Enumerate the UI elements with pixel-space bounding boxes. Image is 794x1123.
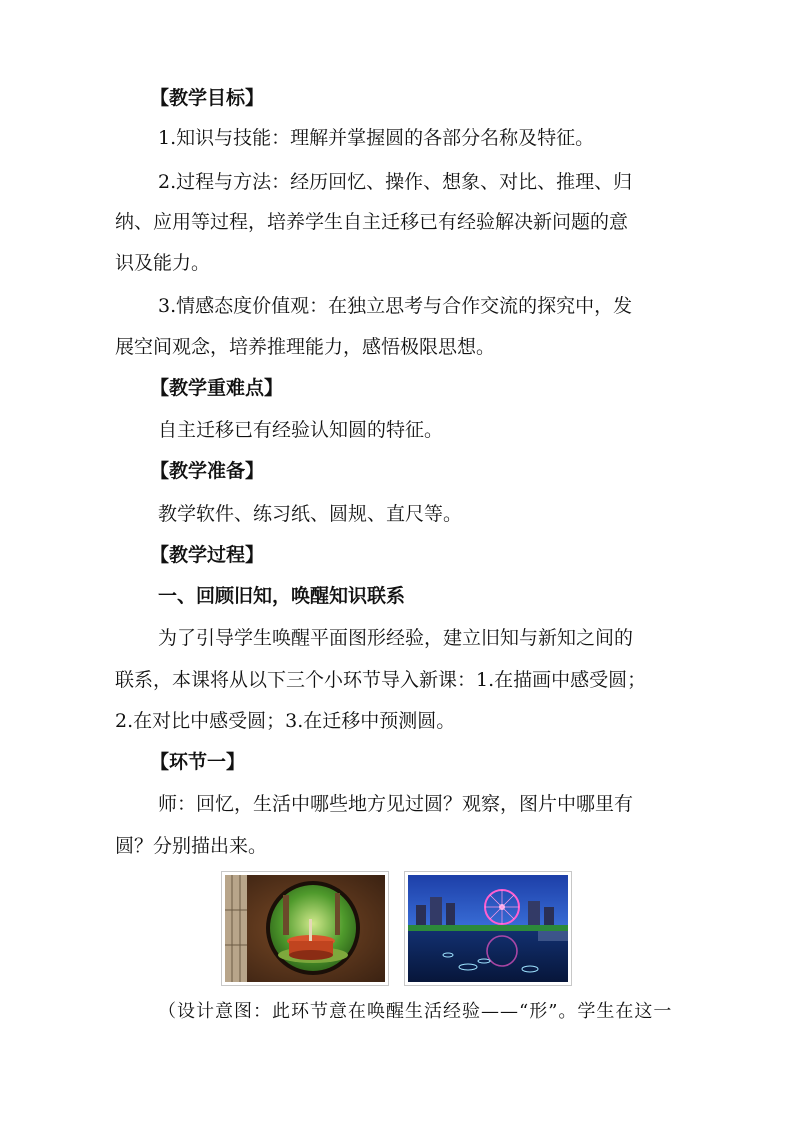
- step1-heading: 【环节一】: [150, 751, 246, 773]
- step1-line-1: 师：回忆，生活中哪些地方见过圆？观察，图片中哪里有: [158, 793, 634, 815]
- round-window-photo: [221, 871, 389, 986]
- keypoints-text: 自主迁移已有经验认知圆的特征。: [158, 419, 444, 441]
- prep-text: 教学软件、练习纸、圆规、直尺等。: [158, 503, 463, 525]
- design-note: （设计意图：此环节意在唤醒生活经验——“形”。学生在这一: [158, 1001, 673, 1022]
- prep-heading: 【教学准备】: [150, 460, 265, 482]
- part1-line-3: 2.在对比中感受圆；3.在迁移中预测圆。: [115, 710, 456, 732]
- objective-2-line-2: 纳、应用等过程，培养学生自主迁移已有经验解决新问题的意: [115, 211, 629, 233]
- part1-line-2: 联系，本课将从以下三个小环节导入新课：1.在描画中感受圆；: [115, 669, 647, 691]
- process-heading: 【教学过程】: [150, 544, 265, 566]
- objectives-heading: 【教学目标】: [150, 87, 265, 109]
- objective-2-line-1: 2.过程与方法：经历回忆、操作、想象、对比、推理、归: [158, 171, 633, 193]
- part1-line-1: 为了引导学生唤醒平面图形经验，建立旧知与新知之间的: [158, 627, 634, 649]
- objective-3-line-2: 展空间观念，培养推理能力，感悟极限思想。: [115, 336, 496, 358]
- part1-heading: 一、回顾旧知，唤醒知识联系: [158, 585, 406, 607]
- objective-1: 1.知识与技能：理解并掌握圆的各部分名称及特征。: [158, 127, 595, 149]
- objective-2-line-3: 识及能力。: [115, 252, 211, 274]
- ferris-wheel-photo: [404, 871, 572, 986]
- step1-line-2: 圆？分别描出来。: [115, 835, 268, 857]
- keypoints-heading: 【教学重难点】: [150, 377, 284, 399]
- objective-3-line-1: 3.情感态度价值观：在独立思考与合作交流的探究中，发: [158, 295, 633, 317]
